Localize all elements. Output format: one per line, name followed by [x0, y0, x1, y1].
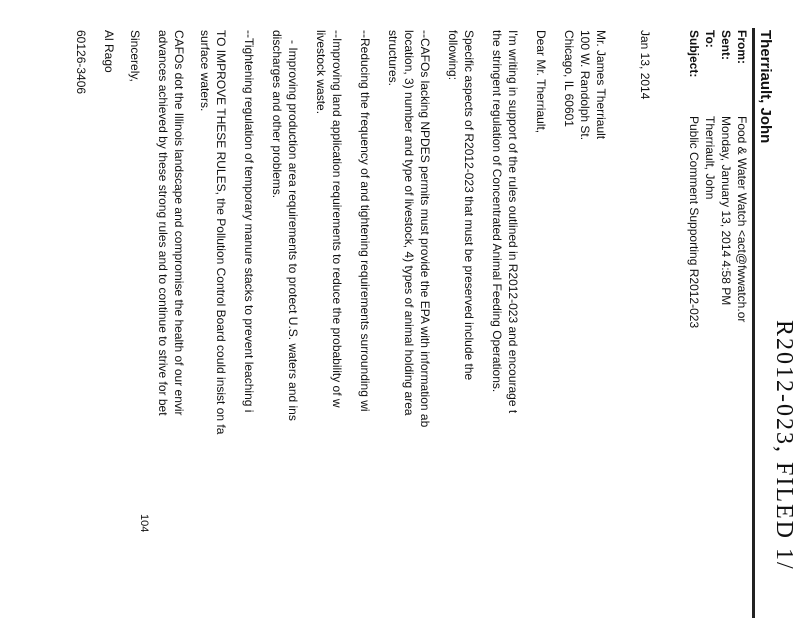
address-line: Mr. James Therriault: [594, 30, 608, 140]
subject-value: Public Comment Supporting R2012-023: [687, 116, 701, 329]
sender-name-heading: Therriault, John: [757, 30, 774, 144]
address-line: Chicago, IL 60601: [562, 30, 576, 127]
page-number: 104: [138, 514, 150, 533]
point-line: structures.: [386, 30, 400, 87]
to-label: To:: [703, 30, 717, 48]
salutation: Dear Mr. Therriault,: [534, 30, 548, 134]
improve-line: surface waters.: [198, 30, 212, 112]
closing-line: CAFOs dot the Illinois landscape and compromise the health of our envir: [172, 30, 186, 416]
sign-off: Sincerely,: [128, 30, 142, 82]
sent-value: Monday, January 13, 2014 4:58 PM: [719, 116, 733, 306]
intro-line: the stringent regulation of Concentrated Animal Feeding Operations.: [490, 30, 504, 393]
signer-name: Al Rago: [102, 30, 116, 73]
filing-stamp: R2012-023, FILED 1/: [771, 320, 797, 571]
point-line: --Reducing the frequency of and tightening requirements surrounding wi: [358, 30, 372, 412]
letter-date: Jan 13, 2014: [638, 30, 652, 100]
point-line: livestock waste.: [314, 30, 328, 115]
from-value: Food & Water Watch <act@fwwatch.or: [735, 116, 749, 323]
improve-line: TO IMPROVE THESE RULES, the Pollution Control Board could insist on fa: [214, 30, 228, 435]
signer-zip: 60126-3406: [74, 30, 88, 95]
subject-label: Subject:: [687, 30, 701, 78]
point-line: --Tightening regulation of temporary manure stacks to prevent leaching i: [242, 30, 256, 413]
point-line: --Improving land application requirements to reduce the probability of w: [330, 30, 344, 408]
closing-line: advances achieved by these strong rules and to continue to strive for bet: [156, 30, 170, 416]
point-line: --CAFOs lacking NPDES permits must provide the EPA with information ab: [418, 30, 432, 428]
aspects-line: following:: [446, 30, 460, 81]
from-label: From:: [735, 30, 749, 64]
header-rule: [752, 28, 755, 618]
to-value: Therriault, John: [703, 116, 717, 200]
point-line: location, 3) number and type of livestock, 4) types of animal holding area: [402, 30, 416, 416]
address-line: 100 W. Randolph St.: [578, 30, 592, 141]
aspects-line: Specific aspects of R2012-023 that must be preserved include the: [462, 30, 476, 381]
point-line: - Improving production area requirements to protect U.S. waters and ins: [286, 40, 300, 421]
sent-label: Sent:: [719, 30, 733, 60]
point-line: discharges and other problems.: [270, 30, 284, 199]
intro-line: I'm writing in support of the rules outlined in R2012-023 and encourage t: [506, 30, 520, 414]
